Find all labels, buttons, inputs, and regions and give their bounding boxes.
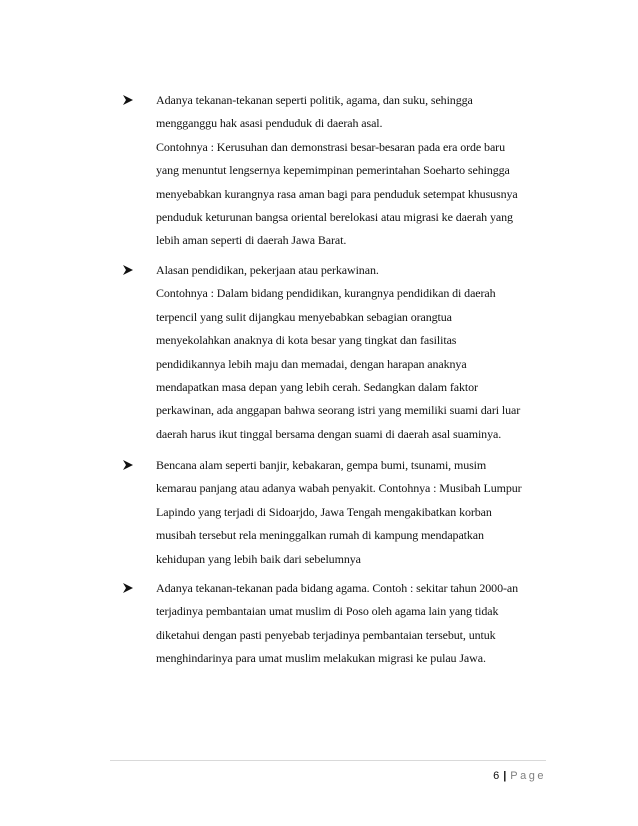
- arrow-bullet-icon: [122, 94, 134, 106]
- page-label: Page: [510, 770, 546, 782]
- text-line: terjadinya pembantaian umat muslim di Poso oleh agama lain yang tidak: [156, 604, 499, 619]
- text-line: mengganggu hak asasi penduduk di daerah asal.: [156, 116, 383, 131]
- text-line: Contohnya : Dalam bidang pendidikan, kurangnya pendidikan di daerah: [156, 286, 496, 301]
- arrow-bullet-icon: [122, 264, 134, 276]
- text-line: kehidupan yang lebih baik dari sebelumnya: [156, 551, 361, 566]
- page-number: 6: [493, 770, 500, 782]
- text-line: diketahui dengan pasti penyebab terjadinya pembantaian tersebut, untuk: [156, 627, 496, 642]
- text-line: menghindarinya para umat muslim melakukan migrasi ke pulau Jawa.: [156, 651, 486, 666]
- text-line: Adanya tekanan-tekanan seperti politik, agama, dan suku, sehingga: [156, 93, 473, 107]
- text-line: pendidikannya lebih maju dan memadai, dengan harapan anaknya: [156, 356, 467, 371]
- text-line: penduduk keturunan bangsa oriental berelokasi atau migrasi ke daerah yang: [156, 209, 513, 224]
- text-line: mendapatkan masa depan yang lebih cerah. Sedangkan dalam faktor: [156, 379, 478, 394]
- text-line: Adanya tekanan-tekanan pada bidang agama. Contoh : sekitar tahun 2000-an: [156, 581, 519, 595]
- arrow-bullet-icon: [122, 459, 134, 471]
- text-line: daerah harus ikut tinggal bersama dengan suami di daerah asal suaminya.: [156, 426, 502, 441]
- text-line: menyebabkan kurangnya rasa aman bagi para penduduk setempat khususnya: [156, 186, 518, 201]
- bullet-text: [156, 457, 556, 574]
- bullet-text: [156, 262, 556, 449]
- page-footer: [493, 770, 546, 782]
- footer-separator: |: [503, 770, 507, 782]
- text-line: Bencana alam seperti banjir, kebakaran, gempa bumi, tsunami, musim: [156, 458, 487, 472]
- text-line: kemarau panjang atau adanya wabah penyakit. Contohnya : Musibah Lumpur: [156, 481, 522, 496]
- arrow-bullet-icon: [122, 582, 134, 594]
- text-line: lebih aman seperti di daerah Jawa Barat.: [156, 233, 347, 248]
- footer-rule: [110, 760, 546, 761]
- bullet-text: [156, 92, 556, 256]
- text-line: musibah tersebut rela meninggalkan rumah di kampung mendapatkan: [156, 528, 484, 543]
- text-line: Contohnya : Kerusuhan dan demonstrasi besar-besaran pada era orde baru: [156, 139, 505, 154]
- text-line: terpencil yang sulit dijangkau menyebabkan sebagian orangtua: [156, 309, 452, 324]
- text-line: Lapindo yang terjadi di Sidoarjdo, Jawa Tengah mengakibatkan korban: [156, 504, 492, 519]
- text-line: menyekolahkan anaknya di kota besar yang tingkat dan fasilitas: [156, 333, 457, 348]
- text-line: perkawinan, ada anggapan bahwa seorang istri yang memiliki suami dari luar: [156, 403, 521, 418]
- text-line: yang menuntut lengsernya kepemimpinan pemerintahan Soeharto sehingga: [156, 163, 510, 178]
- text-line: Alasan pendidikan, pekerjaan atau perkawinan.: [156, 263, 379, 277]
- bullet-text: [156, 580, 556, 674]
